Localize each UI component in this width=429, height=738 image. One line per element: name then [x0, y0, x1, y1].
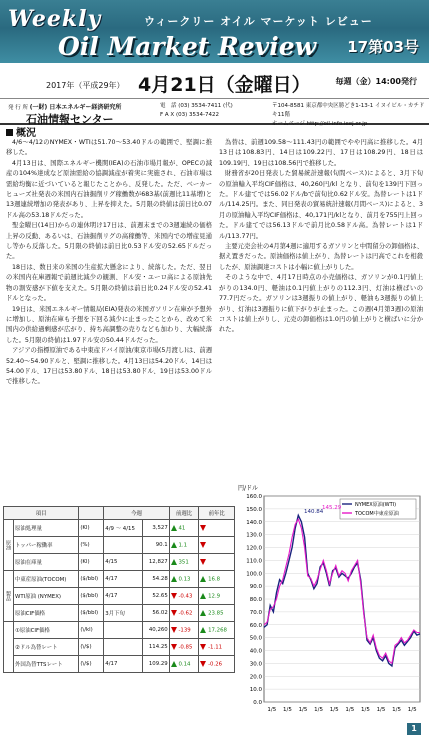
peak-annotation: 140.84 — [304, 509, 324, 516]
header-unit — [79, 507, 104, 520]
y-tick-label: 50.0 — [249, 635, 262, 642]
row-value: 52.65 — [143, 588, 169, 605]
row-value: 109.29 — [143, 656, 169, 673]
row-name: 原油CIF価格 — [14, 605, 79, 622]
down-arrow-icon — [171, 593, 177, 599]
up-arrow-icon — [200, 593, 206, 599]
up-arrow-icon — [200, 576, 206, 582]
table-row — [4, 520, 235, 537]
up-arrow-icon — [171, 576, 177, 582]
down-arrow-icon — [200, 525, 206, 531]
market-data-table — [3, 506, 235, 673]
row-unit: (%) — [79, 537, 104, 554]
table-row — [4, 656, 235, 673]
price-chart — [236, 480, 428, 726]
paragraph: 4月13日は、国際エネルギー機関(IEA)の石油市場月報が、OPECの減産の104%達成など原油需給の協調減産が着実に実施され、石油市場は需給均衡に近づいていると報じたことから、反発した。ただ、ベーカーヒューズ社発表の米国内石油掘削リグ稼働数が683基(前週比11基増)と13週連続増加の発表があり、上昇を抑えた。5月限の終値は前日比0.07ドル高の53.18ドルだった。 — [6, 159, 212, 219]
row-unit: ($/bbl) — [79, 571, 104, 588]
up-arrow-icon — [200, 627, 206, 633]
row-vs-year: 12.9 — [199, 588, 235, 605]
table-row — [4, 639, 235, 656]
x-tick-label: 1/5 — [298, 707, 308, 713]
x-tick-label: 1/5 — [267, 707, 277, 713]
y-tick-label: 40.0 — [249, 648, 262, 655]
year-label: 2017年（平成29年） — [46, 81, 125, 90]
row-value: 90.1 — [143, 537, 169, 554]
fax-number: (03) 3534-7422 — [175, 112, 219, 118]
x-tick-label: 1/5 — [329, 707, 339, 713]
row-name: 中東産原油(TOCOM) — [14, 571, 79, 588]
row-value: 54.28 — [143, 571, 169, 588]
paragraph: 主要元売会社の4月第4週に適用するガソリンと中間留分の卸価格は、据え置きだった。原油価格は値上がり、為替レートは円高でこれを相殺したが、原油調達コストは小幅に値上がりした。 — [219, 243, 423, 271]
y-tick-label: 10.0 — [249, 687, 262, 694]
group-label — [4, 622, 14, 673]
row-value: 3,527 — [143, 520, 169, 537]
legend-label: NYMEX原油(WTI) — [355, 502, 397, 508]
paragraph: 聖金曜日(14日)からの連休明け17日は、前週末までの3週連続の価格上昇の反動、あるいは、石油掘削リグの高稼働等、米国内での増産見通し等から反落した。5月限の終値は前日比0.53ドル安の52.65ドルだった。 — [6, 222, 212, 261]
y-tick-label: 150.0 — [246, 506, 262, 513]
row-period: 4/9 ～ 4/15 — [104, 520, 143, 537]
header-jp-subtitle: ウィークリー オイル マーケット レビュー — [144, 15, 373, 28]
row-vs-year: -1.11 — [199, 639, 235, 656]
x-tick-label: 1/5 — [407, 707, 417, 713]
paragraph: アジアの指標原油である中東産ドバイ原油/東京市場(5月渡し)は、前週52.40～54.90ドルと、堅調に推移した。4月13日は54.20ドル、14日は54.00ドル、17日は53.80ドル、18日は53.80ドル、19日は53.00ドルで推移した。 — [6, 347, 212, 386]
publisher-org: (一財) 日本エネルギー経済研究所 — [29, 104, 122, 111]
down-arrow-icon — [200, 661, 206, 667]
row-vs-prev: -0.43 — [169, 588, 199, 605]
publish-schedule: 毎週（金）14:00発行 — [335, 77, 417, 86]
square-bullet-icon — [6, 129, 13, 136]
paragraph: 財務省が20日発表した貿易統計速報(旬間ベース)によると、3月下旬の原油輸入平均CIF価格は、40,260円/kl となり、前旬を139円下回った。ドル建てでは56.02ドル/bで前旬比0.62ドル安。為替レートは1ドル/114.25円。また、同日発表の貿易統計速報(月間ベース)によると、3月の原油輸入平均CIF価格は、40,171円/klとなり、前月を755円上回った。ドル建てでは56.13ドルで前月比0.58ドル高。為替レートは1ドル/113.77円。 — [219, 170, 423, 240]
row-vs-prev: -0.85 — [169, 639, 199, 656]
up-arrow-icon — [171, 525, 177, 531]
down-arrow-icon — [200, 559, 206, 565]
publisher-center: 石油情報センター — [26, 113, 114, 126]
table-row — [4, 588, 235, 605]
row-unit: (\/$) — [79, 639, 104, 656]
down-arrow-icon — [200, 644, 206, 650]
row-vs-year — [199, 554, 235, 571]
x-tick-label: 1/5 — [392, 707, 402, 713]
row-vs-prev: 1.1 — [169, 537, 199, 554]
row-period: 4/15 — [104, 554, 143, 571]
down-arrow-icon — [200, 542, 206, 548]
paragraph: そのような中で、4月17日時点の小売価格は、ガソリンが0.1円値上がりの134.0円、軽油は0.1円値上がりの112.3円、灯油は横ばいの77.7円だった。ガソリンは3週振りの値上がり、軽油も3週振りの値上がり、灯油は3週振りに値下がりが止まった。この週(4月第3週)の原油コストは値上がりし、元売の卸価格は1.0円の値上がりと横ばいに分かれた。 — [219, 274, 423, 334]
header-vs-year: 前年比 — [199, 507, 235, 520]
weekly-wordmark: Weekly — [8, 6, 102, 32]
header-vs-prev: 前週比 — [169, 507, 199, 520]
issue-date: 4月21日（金曜日） — [138, 74, 311, 96]
row-value: 40,260 — [143, 622, 169, 639]
paragraph: 18日は、数日来の米国の生産拡大懸念により、続落した。ただ、翌日の米国内在庫週報で前週比減少の観測、ドル安・ユーロ高による原油先物の割安感が下値を支えた。5月限の終値は前日比0.24ドル安の52.41ドルとなった。 — [6, 263, 212, 303]
paragraph: 19日は、米国エネルギー情報局(EIA)発表の米国ガソリン在庫が予想外に増加し、原油在庫も予想を下回る減少に止まったことから、改めて米国内の供給過剰感が広がり、持ち高調整の売りなども加わり、大幅続落した。5月限の終値は1.97ドル安の50.44ドルだった。 — [6, 305, 212, 344]
series-line-1 — [264, 519, 420, 663]
row-name: ①原油CIF価格 — [14, 622, 79, 639]
row-unit: (\/$) — [79, 656, 104, 673]
down-arrow-icon — [171, 644, 177, 650]
up-arrow-icon — [200, 610, 206, 616]
y-tick-label: 110.0 — [246, 558, 262, 565]
y-tick-label: 130.0 — [246, 532, 262, 539]
series-line-0 — [264, 515, 420, 666]
row-period — [104, 537, 143, 554]
table-row — [4, 571, 235, 588]
row-vs-prev: -139 — [169, 622, 199, 639]
row-name: ②ドル為替レート — [14, 639, 79, 656]
row-unit: (Kl) — [79, 554, 104, 571]
row-value: 114.25 — [143, 639, 169, 656]
row-value: 12,827 — [143, 554, 169, 571]
row-vs-prev: 351 — [169, 554, 199, 571]
row-name: 原油在庫量 — [14, 554, 79, 571]
row-unit: ($/bbl) — [79, 588, 104, 605]
up-arrow-icon — [171, 661, 177, 667]
table-row — [4, 605, 235, 622]
header-period: 今週 — [104, 507, 169, 520]
row-period — [104, 639, 143, 656]
x-tick-label: 1/5 — [345, 707, 355, 713]
row-unit: ($/bbl) — [79, 605, 104, 622]
x-tick-label: 1/5 — [282, 707, 292, 713]
paragraph: 為替は、前週109.58～111.43円の範囲でやや円高に推移した。4月13日は108.83円、14日は109.22円、17日は108.29円、18日は109.19円、19日は108.56円で推移した。 — [219, 139, 423, 167]
y-tick-label: 0.0 — [253, 700, 262, 706]
row-name: WTI原油 (NYMEX) — [14, 588, 79, 605]
row-unit: (\/kl) — [79, 622, 104, 639]
y-tick-label: 100.0 — [246, 571, 262, 578]
publisher-info — [0, 98, 429, 125]
row-vs-year — [199, 520, 235, 537]
group-label: 製品 — [4, 571, 14, 622]
article-right-column — [219, 138, 423, 336]
table-header-row — [4, 507, 235, 520]
y-tick-label: 30.0 — [249, 661, 262, 668]
down-arrow-icon — [171, 627, 177, 633]
row-vs-year — [199, 537, 235, 554]
x-tick-label: 1/5 — [376, 707, 386, 713]
table-row — [4, 554, 235, 571]
row-vs-year: 17,268 — [199, 622, 235, 639]
row-value: 56.02 — [143, 605, 169, 622]
peak-annotation: 145.29 — [322, 504, 342, 511]
chart-svg — [236, 480, 428, 726]
table-row — [4, 622, 235, 639]
row-vs-prev: 0.14 — [169, 656, 199, 673]
paragraph: 4/6～4/12のNYMEX・WTIは51.70～53.40ドルの範囲で、堅調に推移した。 — [6, 139, 212, 157]
date-row — [0, 66, 429, 96]
down-arrow-icon — [171, 610, 177, 616]
y-tick-label: 60.0 — [249, 622, 262, 629]
group-label: 原油 — [4, 520, 14, 571]
y-tick-label: 80.0 — [249, 597, 262, 603]
y-tick-label: 120.0 — [246, 545, 262, 552]
publisher-label: 発 行 所 — [8, 105, 28, 111]
table-row — [4, 537, 235, 554]
header-item: 項目 — [4, 507, 79, 520]
row-period — [104, 622, 143, 639]
tel-number: (03) 3534-7411 (代) — [178, 103, 233, 109]
row-period: 4/17 — [104, 656, 143, 673]
x-tick-label: 1/5 — [360, 707, 370, 713]
y-axis-label: 円/ドル — [238, 485, 259, 492]
section-title: 概況 — [6, 124, 36, 139]
row-vs-year: -0.26 — [199, 656, 235, 673]
row-period: 4/17 — [104, 588, 143, 605]
up-arrow-icon — [171, 542, 177, 548]
address: 〒104-8581 東京都中央区勝どき1-13-1 イヌイビル・カチドキ11階 — [272, 103, 425, 118]
row-vs-prev: -0.62 — [169, 605, 199, 622]
page-number: 1 — [407, 723, 421, 735]
y-tick-label: 70.0 — [249, 609, 262, 616]
up-arrow-icon — [171, 559, 177, 565]
y-tick-label: 140.0 — [246, 519, 262, 526]
legend-label: TOCOM中東産原油 — [355, 511, 399, 517]
x-tick-label: 1/5 — [314, 707, 324, 713]
row-name: 外国為替TTSレート — [14, 656, 79, 673]
y-tick-label: 90.0 — [249, 584, 262, 591]
header-banner — [0, 0, 429, 63]
fax-label: F A X — [160, 112, 175, 118]
article-left-column — [6, 138, 212, 388]
row-period: 3月下旬 — [104, 605, 143, 622]
tel-label: 電 話 — [160, 103, 177, 109]
row-vs-year: 16.8 — [199, 571, 235, 588]
row-unit: (Kl) — [79, 520, 104, 537]
issue-number: 17第03号 — [347, 38, 419, 56]
row-vs-prev: 41 — [169, 520, 199, 537]
homepage-link[interactable]: http://oil-info.ieej.or.jp — [306, 121, 368, 127]
homepage-label: ホームページ — [272, 121, 305, 127]
newsletter-title: Oil Market Review — [58, 32, 317, 61]
y-tick-label: 20.0 — [249, 674, 262, 681]
y-tick-label: 160.0 — [246, 494, 262, 500]
row-period: 4/17 — [104, 571, 143, 588]
row-name: トッパー稼働率 — [14, 537, 79, 554]
row-name: 原油処理量 — [14, 520, 79, 537]
row-vs-year: 23.85 — [199, 605, 235, 622]
row-vs-prev: 0.13 — [169, 571, 199, 588]
